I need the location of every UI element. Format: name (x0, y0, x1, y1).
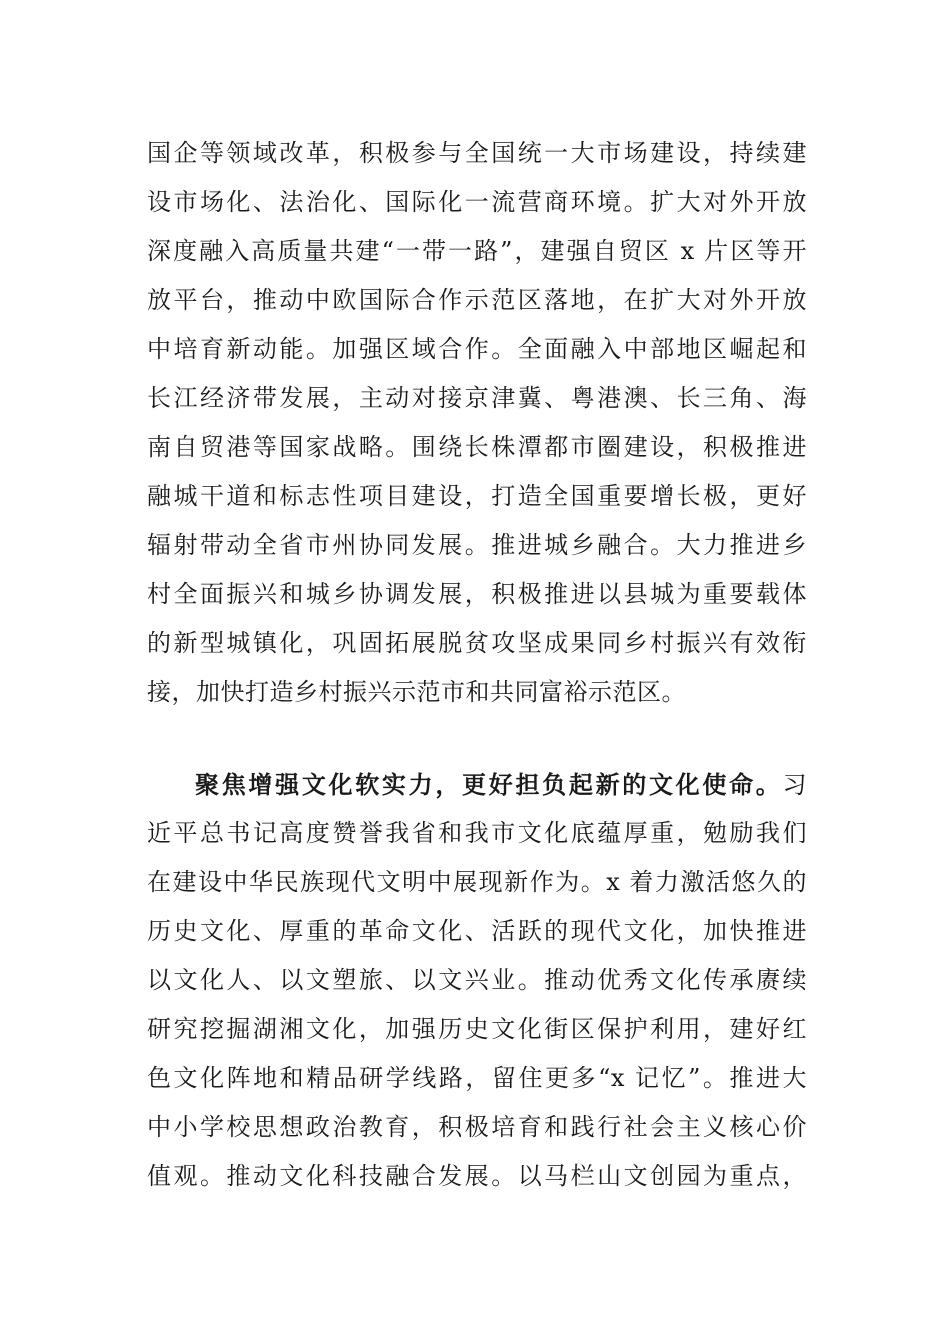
paragraph-2 (147, 760, 807, 1201)
paragraph-1 (147, 129, 807, 717)
paragraph-line: 色文化阵地和精品研学线路，留住更多“x 记忆”。推进大 (147, 1064, 807, 1092)
paragraph-line: 长江经济带发展，主动对接京津冀、粤港澳、长三角、海 (147, 384, 807, 412)
paragraph-line: 近平总书记高度赞誉我省和我市文化底蕴厚重，勉励我们 (147, 819, 807, 847)
paragraph-line: 以文化人、以文塑旅、以文兴业。推动优秀文化传承赓续 (147, 966, 807, 994)
paragraph-line: 国企等领域改革，积极参与全国统一大市场建设，持续建 (147, 139, 807, 167)
paragraph-line: 在建设中华民族现代文明中展现新作为。x 着力激活悠久的 (147, 868, 807, 896)
paragraph-line: 中培育新动能。加强区域合作。全面融入中部地区崛起和 (147, 335, 807, 363)
paragraph-line-tail: 习 (782, 771, 807, 799)
paragraph-line: 的新型城镇化，巩固拓展脱贫攻坚成果同乡村振兴有效衔 (147, 629, 807, 657)
paragraph-line: 中小学校思想政治教育，积极培育和践行社会主义核心价 (147, 1113, 807, 1141)
paragraph-line: 辐射带动全省市州协同发展。推进城乡融合。大力推进乡 (147, 531, 807, 559)
paragraph-line: 历史文化、厚重的革命文化、活跃的现代文化，加快推进 (147, 917, 807, 945)
paragraph-line: 深度融入高质量共建“一带一路”，建强自贸区 x 片区等开 (147, 237, 807, 265)
paragraph-line: 设市场化、法治化、国际化一流营商环境。扩大对外开放 (147, 188, 807, 216)
paragraph-line: 南自贸港等国家战略。围绕长株潭都市圈建设，积极推进 (147, 433, 807, 461)
paragraph-heading: 聚焦增强文化软实力，更好担负起新的文化使命。 (195, 770, 783, 799)
paragraph-line: 值观。推动文化科技融合发展。以马栏山文创园为重点， (147, 1162, 807, 1190)
paragraph-line: 融城干道和标志性项目建设，打造全国重要增长极，更好 (147, 482, 807, 510)
paragraph-line: 接，加快打造乡村振兴示范市和共同富裕示范区。 (147, 678, 686, 706)
paragraph-heading-line (147, 760, 807, 809)
paragraph-line: 研究挖掘湖湘文化，加强历史文化街区保护利用，建好红 (147, 1015, 807, 1043)
paragraph-line: 放平台，推动中欧国际合作示范区落地，在扩大对外开放 (147, 286, 807, 314)
paragraph-line: 村全面振兴和城乡协调发展，积极推进以县城为重要载体 (147, 580, 807, 608)
